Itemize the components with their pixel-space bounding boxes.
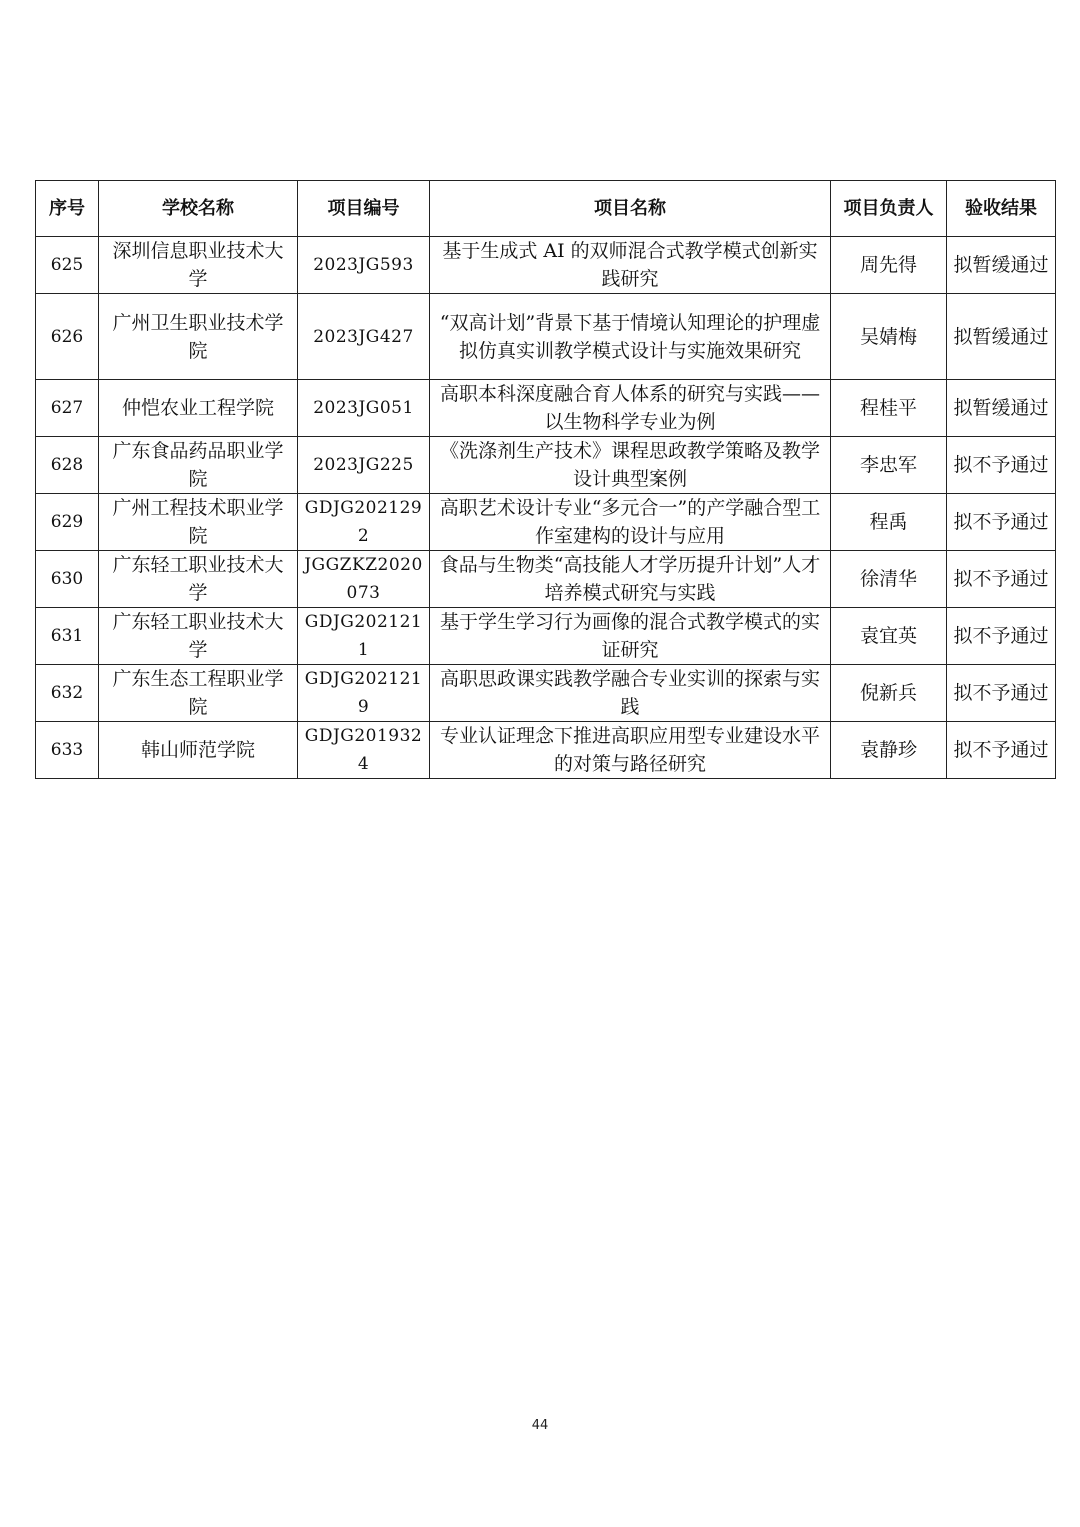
cell-project: 专业认证理念下推进高职应用型专业建设水平的对策与路径研究 (430, 722, 831, 779)
cell-project: “双高计划”背景下基于情境认知理论的护理虚拟仿真实训教学模式设计与实施效果研究 (430, 294, 831, 380)
cell-code: GDJG2021219 (298, 665, 430, 722)
cell-result: 拟暂缓通过 (947, 380, 1056, 437)
cell-code: 2023JG427 (298, 294, 430, 380)
cell-project: 高职本科深度融合育人体系的研究与实践——以生物科学专业为例 (430, 380, 831, 437)
cell-school: 广州工程技术职业学院 (99, 494, 298, 551)
cell-leader: 徐清华 (831, 551, 947, 608)
table-row (36, 665, 1056, 722)
table-row (36, 722, 1056, 779)
cell-seq: 632 (36, 665, 99, 722)
cell-leader: 吴婧梅 (831, 294, 947, 380)
table-row (36, 380, 1056, 437)
table-row (36, 437, 1056, 494)
results-table (35, 180, 1056, 779)
header-school: 学校名称 (99, 181, 298, 237)
header-leader: 项目负责人 (831, 181, 947, 237)
cell-code: GDJG2021292 (298, 494, 430, 551)
cell-leader: 周先得 (831, 237, 947, 294)
cell-leader: 李忠军 (831, 437, 947, 494)
cell-code: 2023JG593 (298, 237, 430, 294)
cell-seq: 629 (36, 494, 99, 551)
cell-project: 《洗涤剂生产技术》课程思政教学策略及教学设计典型案例 (430, 437, 831, 494)
cell-leader: 程禹 (831, 494, 947, 551)
table-row (36, 294, 1056, 380)
cell-leader: 倪新兵 (831, 665, 947, 722)
cell-project: 基于学生学习行为画像的混合式教学模式的实证研究 (430, 608, 831, 665)
page-number: 44 (531, 1418, 549, 1433)
cell-result: 拟不予通过 (947, 437, 1056, 494)
cell-code: 2023JG225 (298, 437, 430, 494)
cell-school: 广东食品药品职业学院 (99, 437, 298, 494)
cell-school: 广东轻工职业技术大学 (99, 608, 298, 665)
table-row (36, 551, 1056, 608)
cell-result: 拟暂缓通过 (947, 237, 1056, 294)
cell-leader: 袁静珍 (831, 722, 947, 779)
cell-leader: 袁宜英 (831, 608, 947, 665)
header-project: 项目名称 (430, 181, 831, 237)
header-code: 项目编号 (298, 181, 430, 237)
results-table-container (35, 180, 1055, 779)
cell-project: 高职艺术设计专业“多元合一”的产学融合型工作室建构的设计与应用 (430, 494, 831, 551)
table-header-row (36, 181, 1056, 237)
cell-code: GDJG2019324 (298, 722, 430, 779)
cell-project: 基于生成式 AI 的双师混合式教学模式创新实践研究 (430, 237, 831, 294)
cell-result: 拟不予通过 (947, 722, 1056, 779)
cell-school: 广州卫生职业技术学院 (99, 294, 298, 380)
cell-code: GDJG2021211 (298, 608, 430, 665)
cell-school: 广东轻工职业技术大学 (99, 551, 298, 608)
cell-seq: 631 (36, 608, 99, 665)
cell-school: 仲恺农业工程学院 (99, 380, 298, 437)
cell-school: 韩山师范学院 (99, 722, 298, 779)
cell-result: 拟不予通过 (947, 608, 1056, 665)
table-row (36, 494, 1056, 551)
table-row (36, 608, 1056, 665)
cell-code: JGGZKZ2020073 (298, 551, 430, 608)
cell-code: 2023JG051 (298, 380, 430, 437)
cell-leader: 程桂平 (831, 380, 947, 437)
cell-seq: 633 (36, 722, 99, 779)
header-result: 验收结果 (947, 181, 1056, 237)
cell-seq: 627 (36, 380, 99, 437)
table-row (36, 237, 1056, 294)
cell-school: 深圳信息职业技术大学 (99, 237, 298, 294)
cell-school: 广东生态工程职业学院 (99, 665, 298, 722)
cell-result: 拟不予通过 (947, 494, 1056, 551)
cell-project: 食品与生物类“高技能人才学历提升计划”人才培养模式研究与实践 (430, 551, 831, 608)
cell-result: 拟不予通过 (947, 551, 1056, 608)
cell-result: 拟暂缓通过 (947, 294, 1056, 380)
cell-seq: 626 (36, 294, 99, 380)
cell-seq: 630 (36, 551, 99, 608)
cell-result: 拟不予通过 (947, 665, 1056, 722)
cell-seq: 625 (36, 237, 99, 294)
cell-seq: 628 (36, 437, 99, 494)
cell-project: 高职思政课实践教学融合专业实训的探索与实践 (430, 665, 831, 722)
header-seq: 序号 (36, 181, 99, 237)
